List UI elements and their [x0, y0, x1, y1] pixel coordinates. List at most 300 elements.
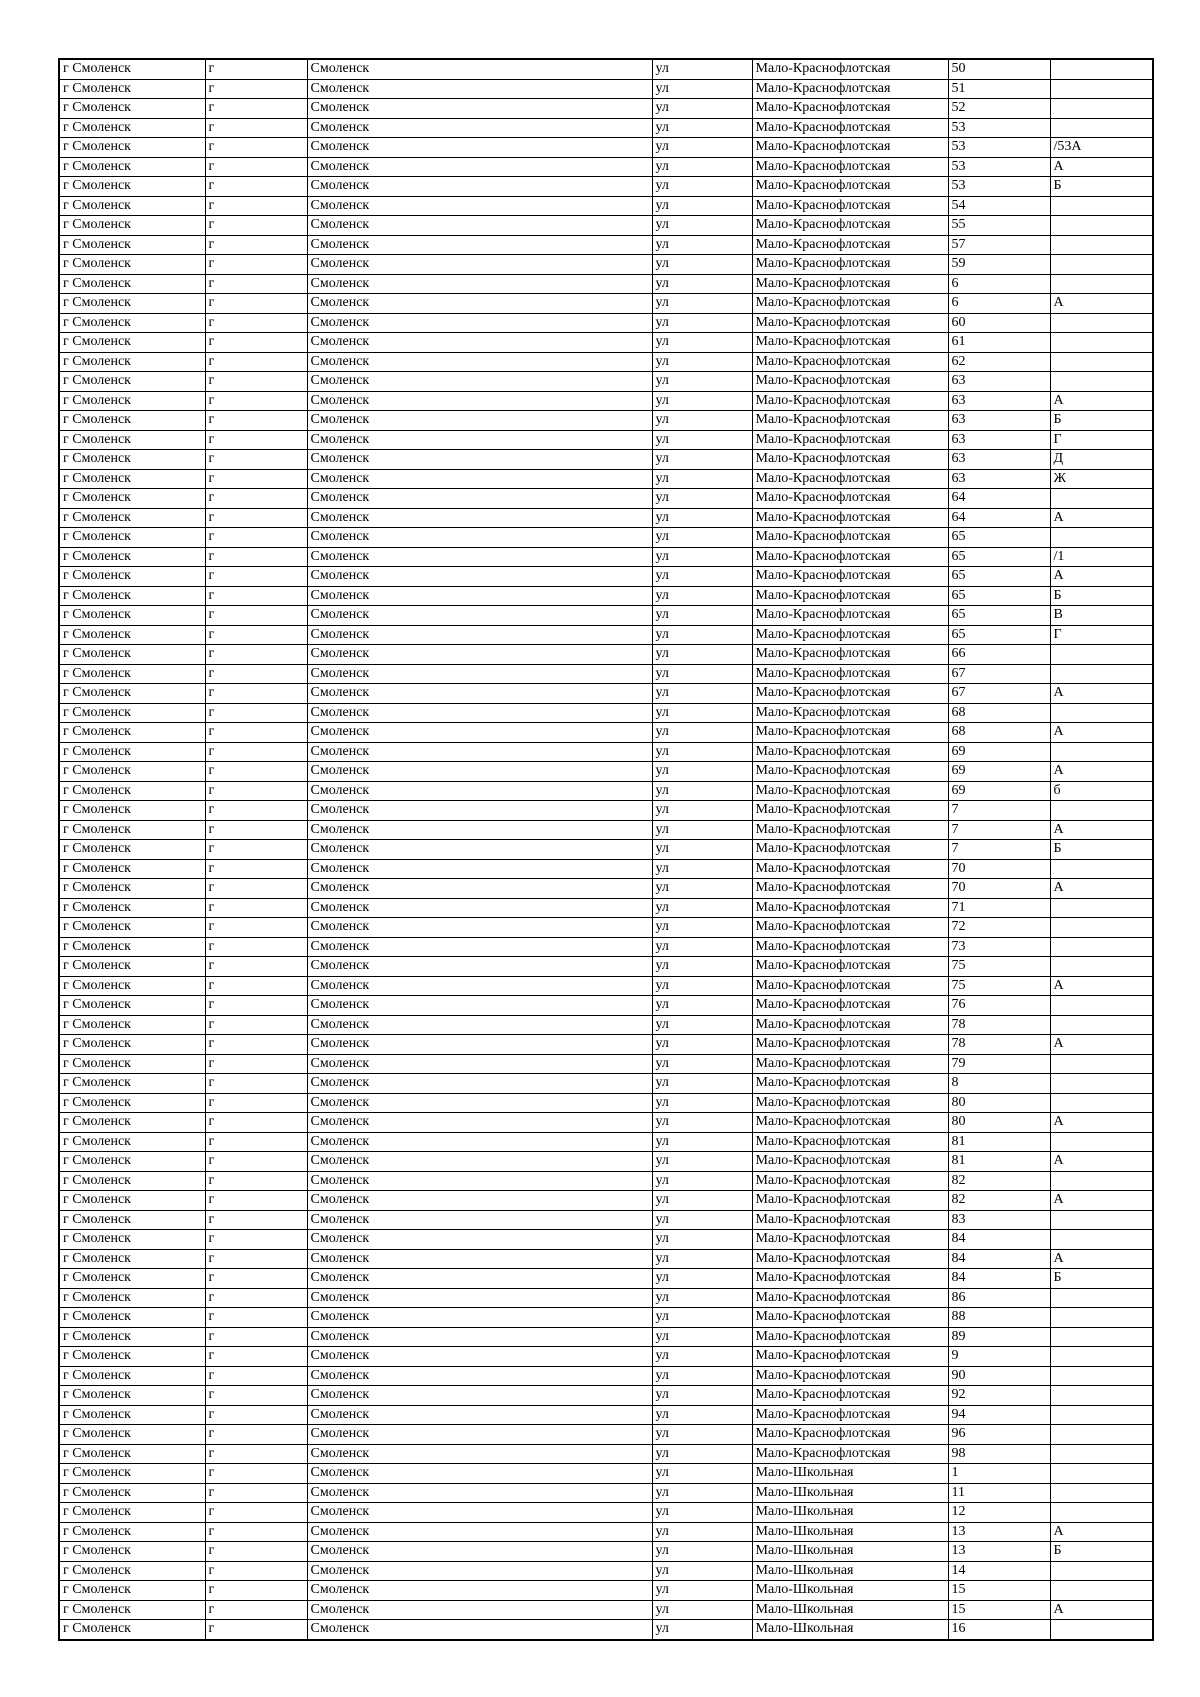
house-number-cell: 69	[948, 762, 1050, 782]
street-type-cell: ул	[652, 567, 752, 587]
street-cell: Мало-Краснофлотская	[752, 898, 948, 918]
house-number-cell: 75	[948, 957, 1050, 977]
table-row	[59, 372, 1153, 392]
street-cell: Мало-Краснофлотская	[752, 255, 948, 275]
building-suffix-cell	[1050, 196, 1153, 216]
street-type-cell: ул	[652, 450, 752, 470]
street-cell: Мало-Краснофлотская	[752, 1386, 948, 1406]
street-cell: Мало-Краснофлотская	[752, 274, 948, 294]
street-type-cell: ул	[652, 196, 752, 216]
table-row	[59, 1113, 1153, 1133]
locality-cell: Смоленск	[307, 59, 652, 79]
region-cell: г Смоленск	[59, 840, 205, 860]
region-cell: г Смоленск	[59, 723, 205, 743]
street-cell: Мало-Краснофлотская	[752, 625, 948, 645]
street-type-cell: ул	[652, 255, 752, 275]
house-number-cell: 66	[948, 645, 1050, 665]
region-cell: г Смоленск	[59, 1600, 205, 1620]
street-cell: Мало-Краснофлотская	[752, 1054, 948, 1074]
street-type-cell: ул	[652, 1386, 752, 1406]
house-number-cell: 54	[948, 196, 1050, 216]
region-cell: г Смоленск	[59, 1132, 205, 1152]
locality-type-cell: г	[205, 1464, 307, 1484]
house-number-cell: 67	[948, 664, 1050, 684]
building-suffix-cell	[1050, 1366, 1153, 1386]
building-suffix-cell: А	[1050, 1113, 1153, 1133]
street-cell: Мало-Краснофлотская	[752, 59, 948, 79]
house-number-cell: 73	[948, 937, 1050, 957]
locality-cell: Смоленск	[307, 1483, 652, 1503]
street-cell: Мало-Краснофлотская	[752, 235, 948, 255]
region-cell: г Смоленск	[59, 430, 205, 450]
locality-cell: Смоленск	[307, 1288, 652, 1308]
street-type-cell: ул	[652, 996, 752, 1016]
street-type-cell: ул	[652, 177, 752, 197]
locality-cell: Смоленск	[307, 469, 652, 489]
table-row	[59, 1249, 1153, 1269]
locality-type-cell: г	[205, 1249, 307, 1269]
street-cell: Мало-Школьная	[752, 1561, 948, 1581]
street-type-cell: ул	[652, 1444, 752, 1464]
street-cell: Мало-Краснофлотская	[752, 489, 948, 509]
house-number-cell: 68	[948, 723, 1050, 743]
region-cell: г Смоленск	[59, 586, 205, 606]
street-type-cell: ул	[652, 1581, 752, 1601]
building-suffix-cell	[1050, 528, 1153, 548]
table-row	[59, 723, 1153, 743]
street-type-cell: ул	[652, 1269, 752, 1289]
street-cell: Мало-Краснофлотская	[752, 138, 948, 158]
street-type-cell: ул	[652, 411, 752, 431]
table-row	[59, 196, 1153, 216]
table-row	[59, 333, 1153, 353]
street-type-cell: ул	[652, 1600, 752, 1620]
building-suffix-cell	[1050, 333, 1153, 353]
house-number-cell: 53	[948, 118, 1050, 138]
table-row	[59, 313, 1153, 333]
house-number-cell: 69	[948, 781, 1050, 801]
building-suffix-cell	[1050, 1288, 1153, 1308]
street-cell: Мало-Краснофлотская	[752, 1230, 948, 1250]
locality-type-cell: г	[205, 567, 307, 587]
street-cell: Мало-Школьная	[752, 1581, 948, 1601]
locality-cell: Смоленск	[307, 1269, 652, 1289]
locality-cell: Смоленск	[307, 294, 652, 314]
house-number-cell: 82	[948, 1191, 1050, 1211]
street-type-cell: ул	[652, 1366, 752, 1386]
table-row	[59, 1366, 1153, 1386]
region-cell: г Смоленск	[59, 1152, 205, 1172]
locality-cell: Смоленск	[307, 1464, 652, 1484]
locality-cell: Смоленск	[307, 820, 652, 840]
street-cell: Мало-Краснофлотская	[752, 391, 948, 411]
table-row	[59, 1620, 1153, 1640]
table-row	[59, 1522, 1153, 1542]
table-row	[59, 1152, 1153, 1172]
locality-type-cell: г	[205, 59, 307, 79]
street-type-cell: ул	[652, 99, 752, 119]
table-row	[59, 99, 1153, 119]
locality-cell: Смоленск	[307, 430, 652, 450]
locality-cell: Смоленск	[307, 1074, 652, 1094]
house-number-cell: 65	[948, 606, 1050, 626]
street-cell: Мало-Краснофлотская	[752, 294, 948, 314]
locality-cell: Смоленск	[307, 1054, 652, 1074]
table-row	[59, 801, 1153, 821]
locality-type-cell: г	[205, 391, 307, 411]
table-row	[59, 489, 1153, 509]
house-number-cell: 57	[948, 235, 1050, 255]
street-type-cell: ул	[652, 957, 752, 977]
house-number-cell: 52	[948, 99, 1050, 119]
street-cell: Мало-Краснофлотская	[752, 1132, 948, 1152]
street-type-cell: ул	[652, 703, 752, 723]
building-suffix-cell: Г	[1050, 430, 1153, 450]
street-type-cell: ул	[652, 274, 752, 294]
street-type-cell: ул	[652, 430, 752, 450]
street-cell: Мало-Краснофлотская	[752, 996, 948, 1016]
locality-type-cell: г	[205, 1210, 307, 1230]
building-suffix-cell: Ж	[1050, 469, 1153, 489]
locality-type-cell: г	[205, 1405, 307, 1425]
street-type-cell: ул	[652, 840, 752, 860]
locality-cell: Смоленск	[307, 333, 652, 353]
building-suffix-cell	[1050, 1308, 1153, 1328]
street-type-cell: ул	[652, 469, 752, 489]
locality-type-cell: г	[205, 508, 307, 528]
region-cell: г Смоленск	[59, 1288, 205, 1308]
table-row	[59, 118, 1153, 138]
house-number-cell: 63	[948, 469, 1050, 489]
table-row	[59, 138, 1153, 158]
locality-type-cell: г	[205, 1015, 307, 1035]
building-suffix-cell	[1050, 1132, 1153, 1152]
locality-type-cell: г	[205, 1171, 307, 1191]
street-cell: Мало-Краснофлотская	[752, 606, 948, 626]
building-suffix-cell: А	[1050, 1249, 1153, 1269]
region-cell: г Смоленск	[59, 294, 205, 314]
locality-cell: Смоленск	[307, 196, 652, 216]
table-row	[59, 1171, 1153, 1191]
locality-type-cell: г	[205, 469, 307, 489]
region-cell: г Смоленск	[59, 372, 205, 392]
house-number-cell: 53	[948, 138, 1050, 158]
street-cell: Мало-Краснофлотская	[752, 1015, 948, 1035]
building-suffix-cell: А	[1050, 1152, 1153, 1172]
region-cell: г Смоленск	[59, 645, 205, 665]
street-type-cell: ул	[652, 1015, 752, 1035]
region-cell: г Смоленск	[59, 684, 205, 704]
house-number-cell: 88	[948, 1308, 1050, 1328]
table-row	[59, 781, 1153, 801]
locality-type-cell: г	[205, 957, 307, 977]
building-suffix-cell	[1050, 1503, 1153, 1523]
table-row	[59, 59, 1153, 79]
locality-type-cell: г	[205, 528, 307, 548]
table-row	[59, 1308, 1153, 1328]
locality-cell: Смоленск	[307, 567, 652, 587]
locality-cell: Смоленск	[307, 723, 652, 743]
house-number-cell: 65	[948, 528, 1050, 548]
street-cell: Мало-Краснофлотская	[752, 313, 948, 333]
table-row	[59, 469, 1153, 489]
street-cell: Мало-Краснофлотская	[752, 508, 948, 528]
building-suffix-cell: /53А	[1050, 138, 1153, 158]
street-type-cell: ул	[652, 391, 752, 411]
street-type-cell: ул	[652, 801, 752, 821]
street-type-cell: ул	[652, 625, 752, 645]
region-cell: г Смоленск	[59, 1405, 205, 1425]
street-cell: Мало-Краснофлотская	[752, 567, 948, 587]
street-type-cell: ул	[652, 138, 752, 158]
locality-type-cell: г	[205, 1581, 307, 1601]
table-row	[59, 567, 1153, 587]
house-number-cell: 89	[948, 1327, 1050, 1347]
table-row	[59, 1405, 1153, 1425]
building-suffix-cell	[1050, 1074, 1153, 1094]
table-row	[59, 859, 1153, 879]
locality-cell: Смоленск	[307, 703, 652, 723]
locality-cell: Смоленск	[307, 918, 652, 938]
region-cell: г Смоленск	[59, 118, 205, 138]
house-number-cell: 9	[948, 1347, 1050, 1367]
region-cell: г Смоленск	[59, 547, 205, 567]
building-suffix-cell: А	[1050, 1600, 1153, 1620]
locality-type-cell: г	[205, 996, 307, 1016]
locality-type-cell: г	[205, 216, 307, 236]
house-number-cell: 84	[948, 1249, 1050, 1269]
table-row	[59, 391, 1153, 411]
house-number-cell: 98	[948, 1444, 1050, 1464]
address-table-body	[59, 59, 1153, 1640]
building-suffix-cell: А	[1050, 1191, 1153, 1211]
region-cell: г Смоленск	[59, 742, 205, 762]
street-type-cell: ул	[652, 684, 752, 704]
street-type-cell: ул	[652, 59, 752, 79]
table-row	[59, 1054, 1153, 1074]
locality-cell: Смоленск	[307, 801, 652, 821]
region-cell: г Смоленск	[59, 508, 205, 528]
locality-type-cell: г	[205, 79, 307, 99]
locality-type-cell: г	[205, 1230, 307, 1250]
street-type-cell: ул	[652, 1327, 752, 1347]
table-row	[59, 1542, 1153, 1562]
building-suffix-cell	[1050, 898, 1153, 918]
street-cell: Мало-Краснофлотская	[752, 820, 948, 840]
building-suffix-cell	[1050, 1561, 1153, 1581]
street-type-cell: ул	[652, 586, 752, 606]
table-row	[59, 625, 1153, 645]
locality-type-cell: г	[205, 294, 307, 314]
locality-type-cell: г	[205, 430, 307, 450]
table-row	[59, 645, 1153, 665]
table-row	[59, 762, 1153, 782]
house-number-cell: 96	[948, 1425, 1050, 1445]
street-type-cell: ул	[652, 1503, 752, 1523]
house-number-cell: 8	[948, 1074, 1050, 1094]
table-row	[59, 1191, 1153, 1211]
locality-cell: Смоленск	[307, 489, 652, 509]
region-cell: г Смоленск	[59, 1542, 205, 1562]
house-number-cell: 70	[948, 859, 1050, 879]
region-cell: г Смоленск	[59, 313, 205, 333]
table-row	[59, 255, 1153, 275]
building-suffix-cell	[1050, 118, 1153, 138]
locality-cell: Смоленск	[307, 606, 652, 626]
table-row	[59, 840, 1153, 860]
region-cell: г Смоленск	[59, 216, 205, 236]
locality-cell: Смоленск	[307, 1093, 652, 1113]
table-row	[59, 1581, 1153, 1601]
street-type-cell: ул	[652, 216, 752, 236]
house-number-cell: 76	[948, 996, 1050, 1016]
street-type-cell: ул	[652, 1483, 752, 1503]
street-cell: Мало-Краснофлотская	[752, 1347, 948, 1367]
table-row	[59, 1074, 1153, 1094]
table-row	[59, 996, 1153, 1016]
locality-type-cell: г	[205, 235, 307, 255]
street-cell: Мало-Школьная	[752, 1503, 948, 1523]
locality-cell: Смоленск	[307, 1581, 652, 1601]
locality-type-cell: г	[205, 1503, 307, 1523]
house-number-cell: 78	[948, 1035, 1050, 1055]
building-suffix-cell	[1050, 372, 1153, 392]
table-row	[59, 742, 1153, 762]
region-cell: г Смоленск	[59, 469, 205, 489]
house-number-cell: 84	[948, 1269, 1050, 1289]
street-type-cell: ул	[652, 235, 752, 255]
locality-type-cell: г	[205, 645, 307, 665]
street-cell: Мало-Краснофлотская	[752, 1093, 948, 1113]
region-cell: г Смоленск	[59, 411, 205, 431]
building-suffix-cell: А	[1050, 762, 1153, 782]
region-cell: г Смоленск	[59, 1171, 205, 1191]
locality-cell: Смоленск	[307, 411, 652, 431]
locality-cell: Смоленск	[307, 684, 652, 704]
locality-type-cell: г	[205, 976, 307, 996]
locality-cell: Смоленск	[307, 1561, 652, 1581]
house-number-cell: 81	[948, 1152, 1050, 1172]
building-suffix-cell	[1050, 1444, 1153, 1464]
table-row	[59, 1035, 1153, 1055]
locality-cell: Смоленск	[307, 274, 652, 294]
building-suffix-cell: А	[1050, 879, 1153, 899]
building-suffix-cell	[1050, 59, 1153, 79]
region-cell: г Смоленск	[59, 879, 205, 899]
locality-cell: Смоленск	[307, 898, 652, 918]
table-row	[59, 411, 1153, 431]
table-row	[59, 1444, 1153, 1464]
table-row	[59, 235, 1153, 255]
locality-type-cell: г	[205, 177, 307, 197]
locality-cell: Смоленск	[307, 1444, 652, 1464]
locality-type-cell: г	[205, 333, 307, 353]
house-number-cell: 60	[948, 313, 1050, 333]
building-suffix-cell	[1050, 1620, 1153, 1640]
street-cell: Мало-Краснофлотская	[752, 177, 948, 197]
building-suffix-cell: б	[1050, 781, 1153, 801]
street-cell: Мало-Краснофлотская	[752, 918, 948, 938]
region-cell: г Смоленск	[59, 957, 205, 977]
region-cell: г Смоленск	[59, 1074, 205, 1094]
building-suffix-cell: А	[1050, 157, 1153, 177]
house-number-cell: 68	[948, 703, 1050, 723]
street-type-cell: ул	[652, 781, 752, 801]
region-cell: г Смоленск	[59, 1483, 205, 1503]
house-number-cell: 72	[948, 918, 1050, 938]
locality-cell: Смоленск	[307, 1620, 652, 1640]
locality-type-cell: г	[205, 352, 307, 372]
street-cell: Мало-Краснофлотская	[752, 801, 948, 821]
building-suffix-cell	[1050, 996, 1153, 1016]
street-cell: Мало-Краснофлотская	[752, 664, 948, 684]
building-suffix-cell: Б	[1050, 1269, 1153, 1289]
table-row	[59, 1132, 1153, 1152]
locality-cell: Смоленск	[307, 1327, 652, 1347]
region-cell: г Смоленск	[59, 820, 205, 840]
table-row	[59, 606, 1153, 626]
building-suffix-cell: Б	[1050, 177, 1153, 197]
region-cell: г Смоленск	[59, 255, 205, 275]
table-row	[59, 664, 1153, 684]
table-row	[59, 937, 1153, 957]
house-number-cell: 64	[948, 508, 1050, 528]
street-cell: Мало-Школьная	[752, 1542, 948, 1562]
locality-cell: Смоленск	[307, 118, 652, 138]
region-cell: г Смоленск	[59, 1308, 205, 1328]
locality-type-cell: г	[205, 255, 307, 275]
locality-type-cell: г	[205, 489, 307, 509]
house-number-cell: 53	[948, 177, 1050, 197]
house-number-cell: 7	[948, 840, 1050, 860]
table-row	[59, 1561, 1153, 1581]
locality-type-cell: г	[205, 684, 307, 704]
region-cell: г Смоленск	[59, 1425, 205, 1445]
region-cell: г Смоленск	[59, 996, 205, 1016]
locality-cell: Смоленск	[307, 1210, 652, 1230]
locality-cell: Смоленск	[307, 1015, 652, 1035]
table-row	[59, 586, 1153, 606]
street-type-cell: ул	[652, 1522, 752, 1542]
locality-type-cell: г	[205, 313, 307, 333]
locality-cell: Смоленск	[307, 840, 652, 860]
street-type-cell: ул	[652, 352, 752, 372]
locality-type-cell: г	[205, 1093, 307, 1113]
house-number-cell: 15	[948, 1600, 1050, 1620]
street-type-cell: ул	[652, 762, 752, 782]
region-cell: г Смоленск	[59, 625, 205, 645]
locality-type-cell: г	[205, 411, 307, 431]
house-number-cell: 59	[948, 255, 1050, 275]
street-type-cell: ул	[652, 879, 752, 899]
table-row	[59, 157, 1153, 177]
street-type-cell: ул	[652, 606, 752, 626]
street-cell: Мало-Краснофлотская	[752, 372, 948, 392]
region-cell: г Смоленск	[59, 235, 205, 255]
table-row	[59, 1093, 1153, 1113]
region-cell: г Смоленск	[59, 1210, 205, 1230]
street-type-cell: ул	[652, 1210, 752, 1230]
house-number-cell: 7	[948, 820, 1050, 840]
locality-cell: Смоленск	[307, 1386, 652, 1406]
region-cell: г Смоленск	[59, 1620, 205, 1640]
house-number-cell: 62	[948, 352, 1050, 372]
building-suffix-cell: В	[1050, 606, 1153, 626]
locality-cell: Смоленск	[307, 586, 652, 606]
street-cell: Мало-Краснофлотская	[752, 723, 948, 743]
house-number-cell: 6	[948, 294, 1050, 314]
region-cell: г Смоленск	[59, 1015, 205, 1035]
